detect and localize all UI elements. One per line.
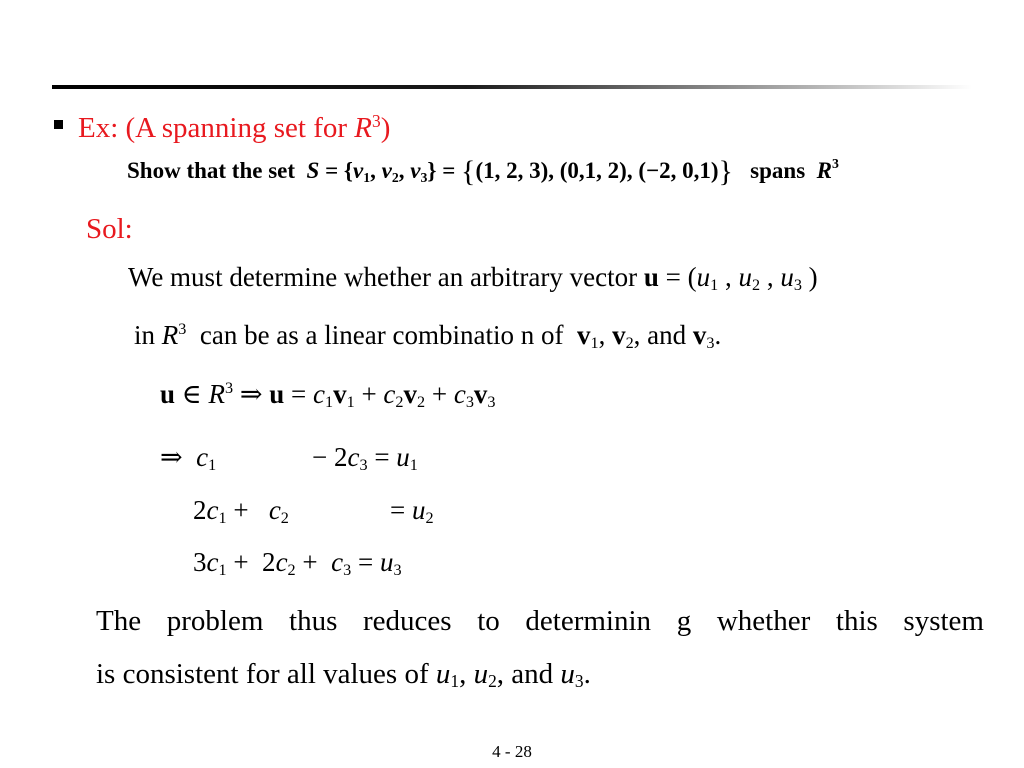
system-row-2-rhs: = $u_2$ (390, 495, 434, 527)
system-row-1: ⇒ $c_1$ (160, 442, 217, 474)
system-row-3: $3c_1 + 2c_2 + c_3 = u_3$ (193, 547, 402, 579)
problem-statement: Show that the set $S = \{v_1$, $v_2$, $v_3\} = \{(1$, 2, 3), (0,1, 2), (−2, 0,1)} spans $R^3$ (127, 155, 839, 188)
solution-line-1: We must determine whether an arbitrary vector $u = (u_1$ , $u_2$ , $u_3$ ) (128, 262, 818, 294)
bullet-square-icon (54, 120, 63, 129)
system-row-2: $2c_1 + c_2$ (193, 495, 289, 527)
solution-line-2: in $R^3$ can be as a linear combinatio n of $v_1$, $v_2$, and $v_3$. (134, 320, 722, 352)
conclusion-line-2: is consistent for all values of $u_1$, $u_2$, and $u_3$. (96, 658, 591, 691)
title-rule (52, 85, 972, 89)
linear-combination-equation: u ∈ $R^3$ ⇒ $u = c_1v_1 + c_2v_2 + c_3v_3$ (160, 379, 496, 411)
solution-label: Sol: (86, 213, 133, 245)
conclusion-line-1: The problem thus reduces to determinin g whether this system (96, 605, 984, 637)
slide-title: Ex: (A spanning set for $R^3$) (78, 111, 391, 144)
system-row-1-rhs: − $2c_3 = u_1$ (312, 442, 418, 474)
page-number: 4 - 28 (492, 742, 532, 761)
